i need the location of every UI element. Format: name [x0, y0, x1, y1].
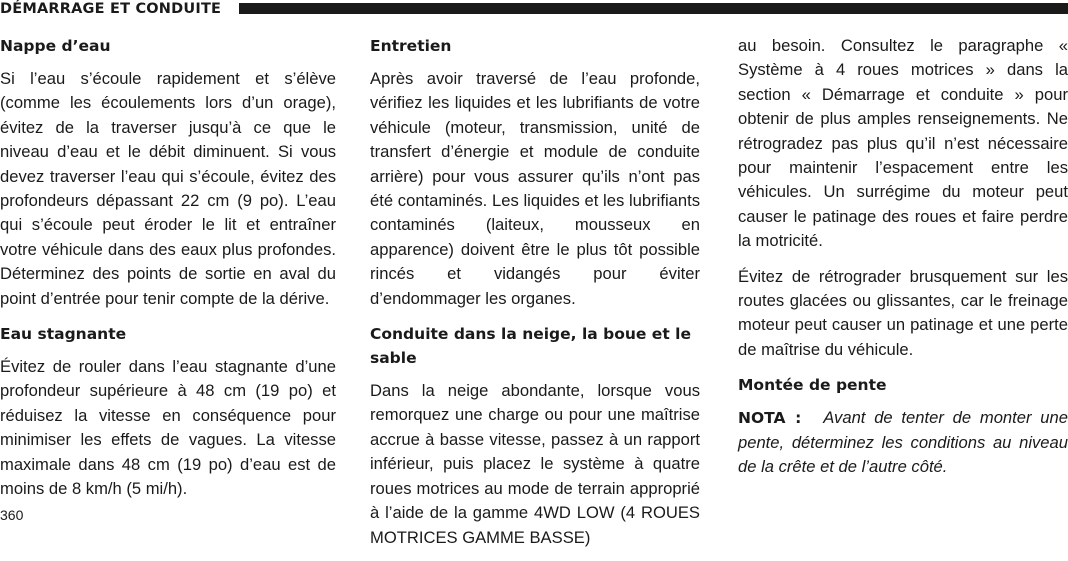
heading-maintenance: Entretien	[370, 37, 452, 55]
paragraph-snow-mud-sand: Dans la neige abondante, lorsque vous remorquez une charge ou pour une maîtrise accrue à basse vitesse, passez à un rapport inférieur, puis placez le système à quatre roues motrices au mode de terrain approprié à l’aide de la gamme 4WD LOW (4 ROUES MOTRICES GAMME BASSE)	[370, 381, 700, 547]
running-header	[0, 0, 1068, 20]
heading-standing-water: Eau stagnante	[0, 325, 127, 344]
paragraph-standing-water: Évitez de rouler dans l’eau stagnante d’une profondeur supérieure à 48 cm (19 po) et réduisez la vitesse en conséquence pour minimiser les effets de vagues. La vitesse maximale dans 48 cm (19 po) d’eau est de moins de 8 km/h (5 mi/h).	[0, 357, 336, 499]
heading-water-flow: Nappe d’eau	[0, 37, 111, 55]
text-column-3	[738, 34, 1068, 480]
note-label: NOTA :	[738, 409, 802, 428]
paragraph-water-flow: Si l’eau s’écoule rapidement et s’élève (comme les écoulements lors d’un orage), évitez de la traverser jusqu’à ce que le niveau d’eau et le débit diminuent. Si vous devez traverser l’eau qui s’écoule, évitez des profondeurs dépassant 22 cm (9 po). L’eau qui s’écoule peut éroder le lit et entraîner votre véhicule dans des eaux plus profondes. Déterminez des points de sortie en aval du point d’entrée pour tenir compte de la dérive.	[0, 69, 336, 308]
note-block	[738, 406, 1068, 479]
text-column-1	[0, 34, 336, 513]
paragraph-downshift: Évitez de rétrograder brusquement sur les routes glacées ou glissantes, car le freinage moteur peut causer un patinage et une perte de maîtrise du véhicule.	[738, 266, 1068, 359]
heading-snow-mud-sand: Conduite dans la neige, la boue et le sable	[370, 325, 691, 368]
paragraph-maintenance: Après avoir traversé de l’eau profonde, vérifiez les liquides et les lubrifiants de votre véhicule (moteur, transmission, unité de transfert d’énergie et module de conduite arrière) pour vous assurer qu’ils n’ont pas été contaminés. Les liquides et les lubrifiants contaminés (laiteux, mousseux en apparence) doivent être le plus tôt possible rincés et vidangés pour éviter d’endommager les organes.	[370, 69, 700, 308]
paragraph-continued: au besoin. Consultez le paragraphe « Système à 4 roues motrices » dans la section « Démarrage et conduite » pour obtenir de plus amples renseignements. Ne rétrogradez pas plus qu’il n’est nécessaire pour maintenir l’espacement entre les véhicules. Un surrégime du moteur peut causer le patinage des roues et faire perdre la motricité.	[738, 36, 1068, 251]
note-text: Avant de tenter de monter une pente, déterminez les conditions au niveau de la crête et de l’autre côté.	[738, 408, 1068, 477]
section-title: DÉMARRAGE ET CONDUITE	[0, 1, 222, 17]
header-rule-bar	[239, 3, 1068, 14]
page-number: 360	[0, 507, 24, 523]
heading-hill-climbing: Montée de pente	[738, 376, 887, 395]
text-column-2	[370, 34, 700, 561]
